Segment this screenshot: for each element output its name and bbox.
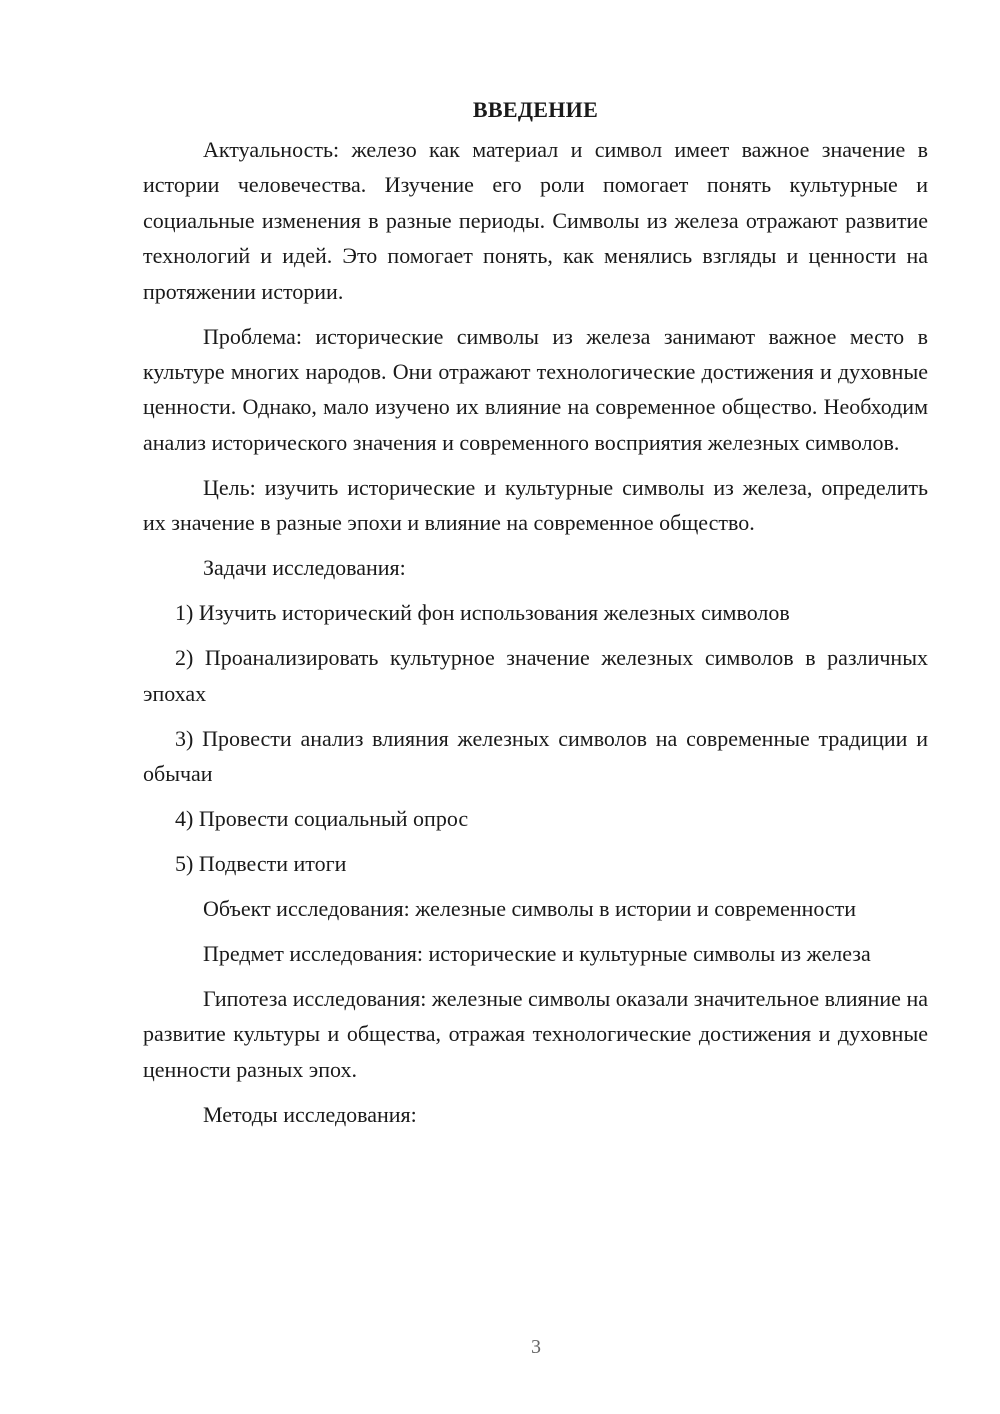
goal-paragraph: Цель: изучить исторические и культурные символы из железа, определить их значение в разные эпохи и влияние на современное общество. (143, 474, 928, 536)
page-content (143, 94, 928, 1142)
page-number: 3 (531, 1336, 541, 1358)
task-item: 4) Провести социальный опрос (175, 806, 469, 832)
section-title: ВВЕДЕНИЕ (472, 97, 599, 122)
hypothesis-paragraph: Гипотеза исследования: железные символы оказали значительное влияние на развитие культуры и общества, отражая технологические достижения и духовные ценности разных эпох. (143, 986, 928, 1082)
tasks-heading: Задачи исследования: (203, 555, 406, 581)
task-item: 5) Подвести итоги (175, 851, 347, 877)
subject-paragraph: Предмет исследования: исторические и культурные символы из железа (203, 941, 871, 967)
task-item: 2) Проанализировать культурное значение железных символов в различных эпохах (143, 645, 928, 706)
object-paragraph: Объект исследования: железные символы в истории и современности (203, 896, 857, 922)
task-item: 3) Провести анализ влияния железных символов на современные традиции и обычаи (143, 725, 928, 787)
problem-paragraph: Проблема: исторические символы из железа занимают важное место в культуре многих народов. Они отражают технологические достижения и духовные ценности. Однако, мало изучено их влияние на современное общество. Необходим анализ исторического значения и современного восприятия железных символов. (143, 323, 928, 455)
methods-heading: Методы исследования: (203, 1101, 417, 1127)
task-item: 1) Изучить исторический фон использования железных символов (175, 600, 790, 626)
relevance-paragraph: Актуальность: железо как материал и символ имеет важное значение в истории человечества. Изучение его роли помогает понять культурные и социальные изменения в разные периоды. Символы из железа отражают развитие технологий и идей. Это помогает понять, как менялись взгляды и ценности на протяжении истории. (143, 137, 928, 304)
